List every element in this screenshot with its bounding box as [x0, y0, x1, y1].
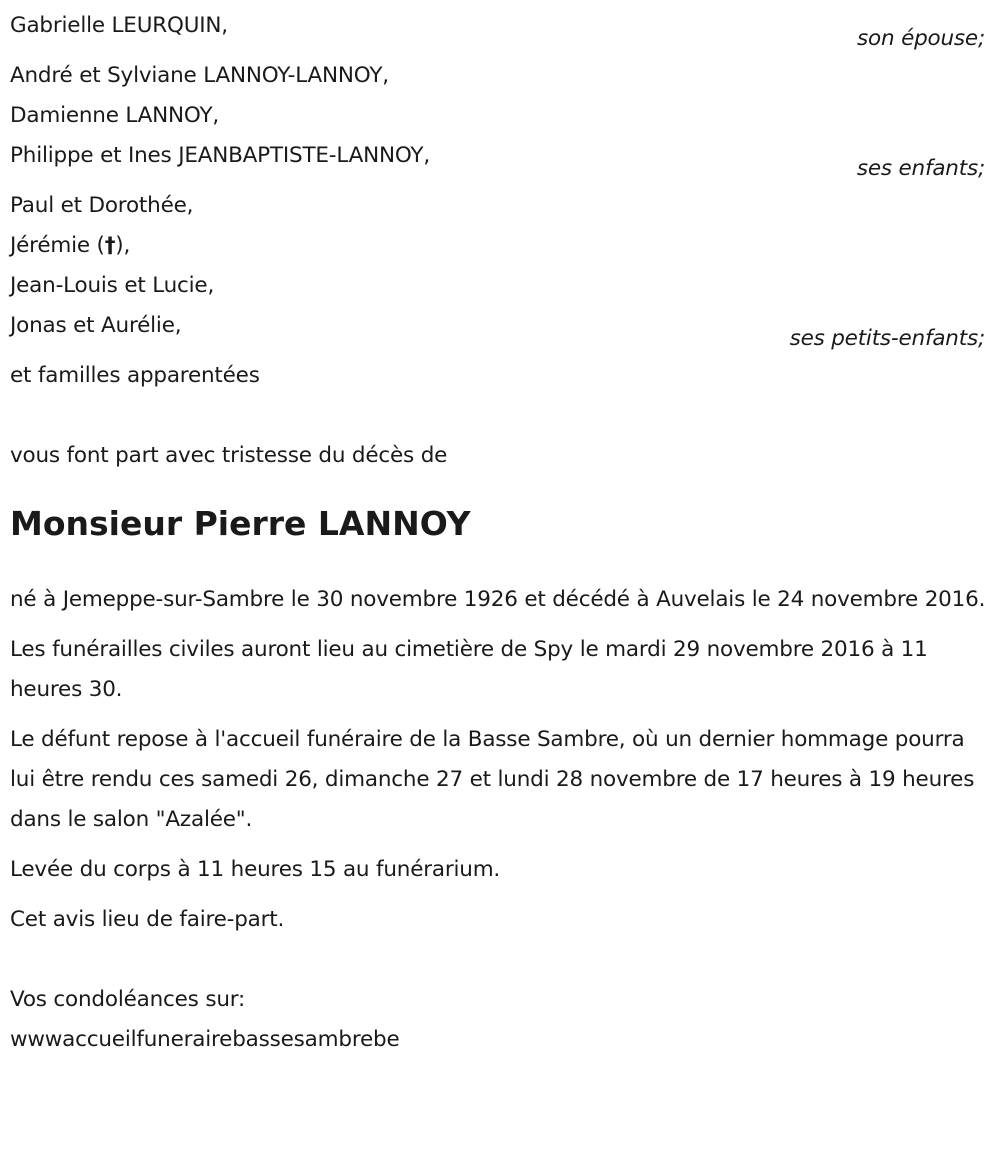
funeral-paragraph: Les funérailles civiles auront lieu au cimetière de Spy le mardi 29 novembre 2016 à 11 heures 30. — [10, 637, 928, 702]
grandchild-name: Jean-Louis et Lucie, — [10, 273, 215, 298]
grandchild-name — [10, 226, 986, 266]
spouse-name: Gabrielle LEURQUIN, — [10, 13, 228, 38]
children-role: ses enfants; — [856, 156, 985, 181]
birth-death-paragraph: né à Jemeppe-sur-Sambre le 30 novembre 1926 et décédé à Auvelais le 24 novembre 2016. — [10, 587, 986, 612]
grandchild-suffix: ), — [115, 233, 131, 258]
cross-icon: † — [104, 233, 116, 258]
grandchildren-role: ses petits-enfants; — [789, 326, 985, 351]
announcement: vous font part avec tristesse du décès de — [10, 443, 448, 468]
deceased-name: Monsieur Pierre LANNOY — [10, 504, 471, 543]
notice-paragraph: Cet avis lieu de faire-part. — [10, 907, 285, 932]
child-name: Philippe et Ines JEANBAPTISTE-LANNOY, — [10, 143, 430, 168]
condolences-url[interactable]: wwwaccueilfunerairebassesambrebe — [10, 1027, 400, 1052]
condolences-label: Vos condoléances sur: — [10, 987, 246, 1012]
grandchild-name-text: Jérémie ( — [10, 233, 105, 258]
child-name: André et Sylviane LANNOY-LANNOY, — [10, 63, 389, 88]
spouse-role: son épouse; — [857, 26, 985, 51]
other-family: et familles apparentées — [10, 363, 260, 388]
procession-paragraph: Levée du corps à 11 heures 15 au funérarium. — [10, 857, 501, 882]
grandchild-name: Jonas et Aurélie, — [10, 313, 182, 338]
visitation-paragraph: Le défunt repose à l'accueil funéraire de la Basse Sambre, où un dernier hommage pourra lui être rendu ces samedi 26, dimanche 27 et lundi 28 novembre de 17 heures à 19 heures dans le salon "Azalée". — [10, 727, 975, 832]
child-name: Damienne LANNOY, — [10, 103, 220, 128]
grandchild-name: Paul et Dorothée, — [10, 193, 194, 218]
